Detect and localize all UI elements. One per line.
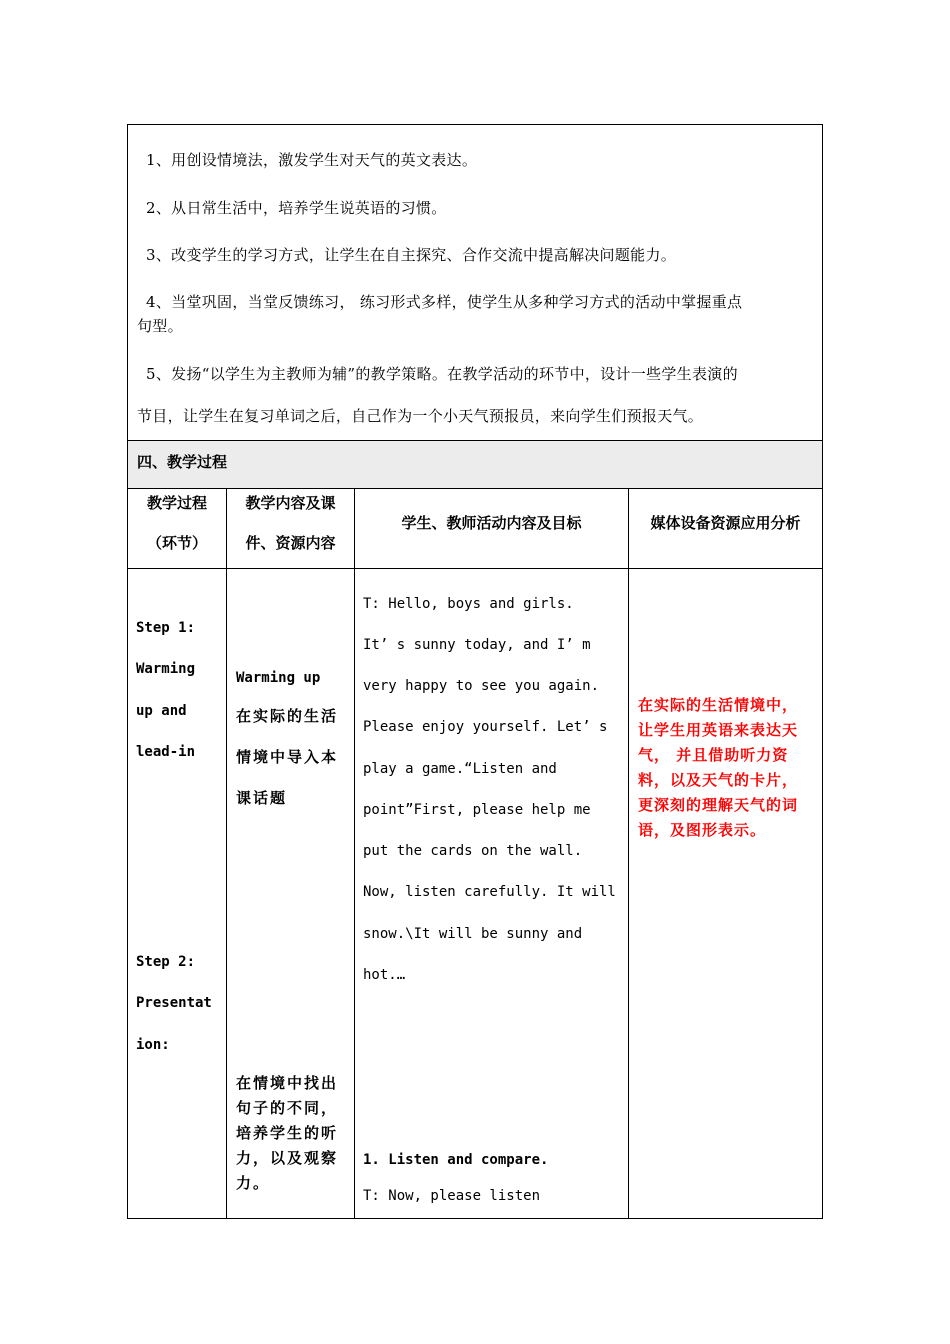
objective-3: 3、改变学生的学习方式，让学生在自主探究、合作交流中提高解决问题能力。 (146, 246, 677, 264)
step1-line4: lead-in (136, 744, 196, 760)
step1-line3: up and (136, 703, 187, 719)
listen-desc-2: 句子的不同， (236, 1099, 339, 1117)
header-step-line2: （环节） (146, 534, 207, 552)
listen-desc-1: 在情境中找出 (236, 1074, 339, 1092)
activity-line-7: put the cards on the wall. (363, 843, 583, 859)
listen-desc-4: 力，以及观察 (236, 1149, 339, 1167)
col-divider-3 (628, 488, 629, 1219)
step1-line1: Step 1: (136, 620, 196, 636)
analysis-line-1: 在实际的生活情境中， (638, 696, 799, 714)
listen-compare-title: 1. Listen and compare. (363, 1152, 549, 1168)
objective-4-cont: 句型。 (137, 317, 183, 335)
header-activities: 学生、教师活动内容及目标 (401, 514, 582, 532)
activity-line-9: snow.\It will be sunny and (363, 926, 583, 942)
header-content-line1: 教学内容及课 (245, 494, 336, 512)
col-divider-1 (226, 488, 227, 1219)
warming-title: Warming up (236, 670, 321, 686)
header-step (128, 493, 226, 553)
analysis-line-2: 让学生用英语来表达天 (638, 721, 799, 739)
objective-4: 4、当堂巩固，当堂反馈练习， 练习形式多样，使学生从多种学习方式的活动中掌握重点 (146, 293, 743, 311)
step2-line2: Presentat (136, 995, 212, 1011)
analysis-line-6: 语，及图形表示。 (638, 821, 767, 839)
warming-desc-2: 情境中导入本 (236, 748, 339, 766)
warming-desc-3: 课话题 (236, 789, 288, 807)
header-divider (127, 568, 823, 569)
col-divider-2 (354, 488, 355, 1219)
step2-line1: Step 2: (136, 954, 196, 970)
header-step-line1: 教学过程 (146, 494, 207, 512)
analysis-line-3: 气， 并且借助听力资 (638, 746, 789, 764)
objective-1: 1、用创设情境法，激发学生对天气的英文表达。 (146, 151, 478, 169)
listen-compare-line: T: Now, please listen (363, 1188, 541, 1204)
section-title: 四、教学过程 (137, 453, 228, 471)
activity-line-3: very happy to see you again. (363, 678, 600, 694)
objective-2: 2、从日常生活中，培养学生说英语的习惯。 (146, 199, 447, 217)
objective-5: 5、发扬“以学生为主教师为辅”的教学策略。在教学活动的环节中，设计一些学生表演的 (146, 365, 738, 383)
header-content (227, 493, 354, 553)
objective-5-cont: 节目，让学生在复习单词之后，自己作为一个小天气预报员，来向学生们预报天气。 (137, 407, 704, 425)
activity-line-1: T: Hello, boys and girls. (363, 596, 574, 612)
step1-line2: Warming (136, 661, 196, 677)
analysis-line-5: 更深刻的理解天气的词 (638, 796, 799, 814)
listen-desc-5: 力。 (236, 1174, 271, 1192)
activity-line-8: Now, listen carefully. It will (363, 884, 616, 900)
activity-line-6: point”First, please help me (363, 802, 591, 818)
header-content-line2: 件、资源内容 (245, 534, 336, 552)
warming-desc-1: 在实际的生活 (236, 707, 339, 725)
activity-line-5: play a game.“Listen and (363, 761, 557, 777)
activity-line-10: hot.… (363, 967, 406, 983)
activity-line-4: Please enjoy yourself. Let’ s (363, 719, 608, 735)
activity-line-2: It’ s sunny today, and I’ m (363, 637, 591, 653)
header-analysis: 媒体设备资源应用分析 (650, 514, 801, 532)
step2-line3: ion: (136, 1037, 170, 1053)
section-header (127, 440, 823, 489)
listen-desc-3: 培养学生的听 (236, 1124, 339, 1142)
analysis-line-4: 料，以及天气的卡片， (638, 771, 799, 789)
